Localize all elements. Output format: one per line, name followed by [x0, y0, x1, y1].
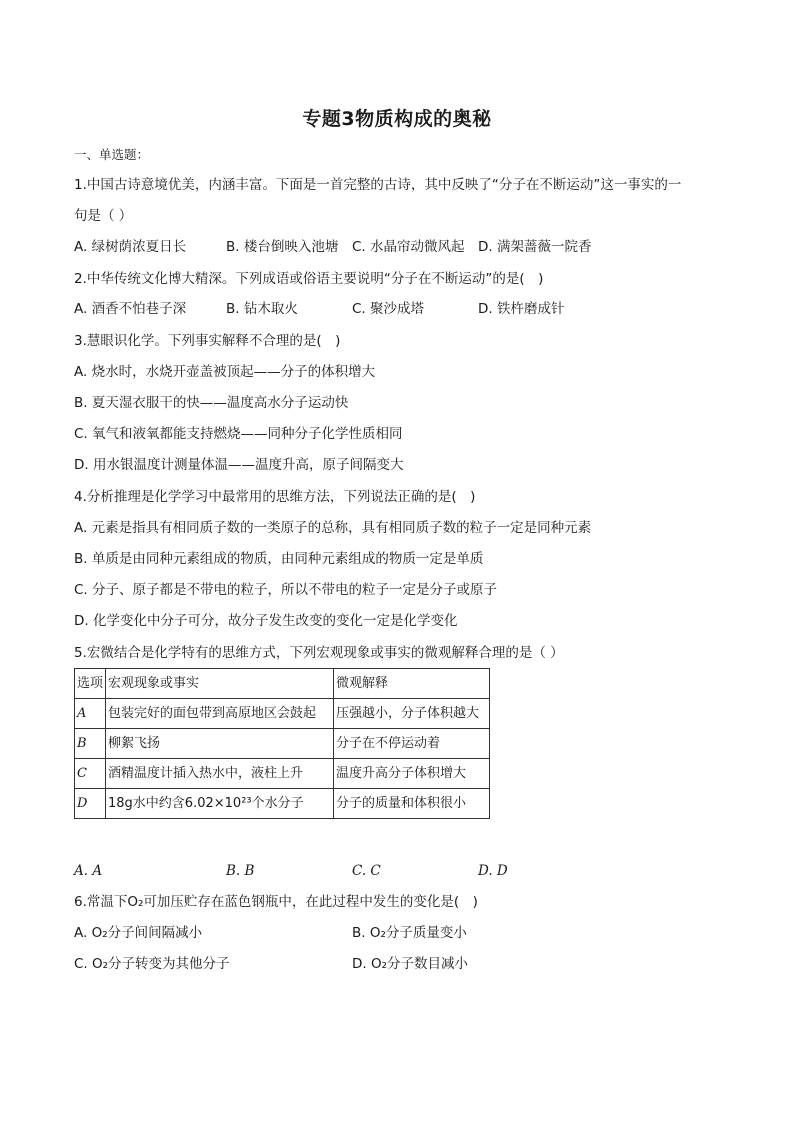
question-5-option-d: D. D — [478, 863, 508, 879]
table-header-cell: 选项 — [75, 669, 106, 699]
question-6-option-b: B. O₂分子质量变小 — [352, 925, 467, 941]
table-cell-option: B — [75, 729, 106, 759]
table-cell-option: D — [75, 789, 106, 819]
question-4-option-a: A. 元素是指具有相同质子数的一类原子的总称，具有相同质子数的粒子一定是同种元素 — [74, 520, 592, 536]
question-4-stem: 4.分析推理是化学学习中最常用的思维方法，下列说法正确的是( ) — [74, 489, 476, 505]
table-cell-explanation: 分子在不停运动着 — [334, 729, 490, 759]
question-6-option-a: A. O₂分子间间隔减小 — [74, 925, 203, 941]
question-3-stem: 3.慧眼识化学。下列事实解释不合理的是( ) — [74, 333, 341, 349]
question-2-option-c: C. 聚沙成塔 — [352, 301, 425, 317]
table-cell-explanation: 分子的质量和体积很小 — [334, 789, 490, 819]
question-6-stem: 6.常温下O₂可加压贮存在蓝色钢瓶中，在此过程中发生的变化是( ) — [74, 894, 478, 910]
question-1-option-d: D. 满架蔷薇一院香 — [478, 239, 592, 255]
table-header-row — [75, 669, 490, 699]
table-row — [75, 729, 490, 759]
question-2-option-b: B. 钻木取火 — [226, 301, 298, 317]
question-3-option-c: C. 氧气和液氧都能支持燃烧——同种分子化学性质相同 — [74, 426, 403, 442]
question-1-stem-line-1: 1.中国古诗意境优美，内涵丰富。下面是一首完整的古诗，其中反映了“分子在不断运动”这一事实的一 — [74, 177, 682, 193]
question-4-option-c: C. 分子、原子都是不带电的粒子，所以不带电的粒子一定是分子或原子 — [74, 582, 498, 598]
question-5-stem: 5.宏微结合是化学特有的思维方式，下列宏观现象或事实的微观解释合理的是（ ） — [74, 645, 564, 661]
question-3-option-d: D. 用水银温度计测量体温——温度升高，原子间隔变大 — [74, 457, 404, 473]
table-row — [75, 759, 490, 789]
question-1-stem-line-2: 句是（ ） — [74, 208, 133, 224]
table-cell-explanation: 温度升高分子体积增大 — [334, 759, 490, 789]
question-5-option-a: A. A — [74, 863, 103, 879]
question-5-table — [74, 668, 490, 819]
question-4-option-b: B. 单质是由同种元素组成的物质，由同种元素组成的物质一定是单质 — [74, 551, 484, 567]
table-cell-option: C — [75, 759, 106, 789]
table-row — [75, 699, 490, 729]
table-header-cell: 宏观现象或事实 — [106, 669, 334, 699]
question-3-option-b: B. 夏天湿衣服干的快——温度高水分子运动快 — [74, 395, 349, 411]
question-1-option-a: A. 绿树荫浓夏日长 — [74, 239, 187, 255]
question-4-option-d: D. 化学变化中分子可分，故分子发生改变的变化一定是化学变化 — [74, 613, 458, 629]
question-3-option-a: A. 烧水时，水烧开壶盖被顶起——分子的体积增大 — [74, 364, 376, 380]
table-cell-option: A — [75, 699, 106, 729]
question-2-stem: 2.中华传统文化博大精深。下列成语或俗语主要说明“分子在不断运动”的是( ) — [74, 271, 544, 287]
question-2-option-d: D. 铁杵磨成针 — [478, 301, 565, 317]
question-1-option-c: C. 水晶帘动微风起 — [352, 239, 465, 255]
table-row — [75, 789, 490, 819]
table-cell-phenomenon: 柳絮飞扬 — [106, 729, 334, 759]
question-5-option-b: B. B — [226, 863, 255, 879]
table-cell-explanation: 压强越小，分子体积越大 — [334, 699, 490, 729]
question-1-option-b: B. 楼台倒映入池塘 — [226, 239, 339, 255]
table-cell-phenomenon: 包装完好的面包带到高原地区会鼓起 — [106, 699, 334, 729]
table-cell-phenomenon: 酒精温度计插入热水中，液柱上升 — [106, 759, 334, 789]
question-6-option-d: D. O₂分子数目减小 — [352, 956, 469, 972]
question-2-option-a: A. 酒香不怕巷子深 — [74, 301, 187, 317]
question-5-option-c: C. C — [352, 863, 381, 879]
table-cell-phenomenon: 18g水中约含6.02×10²³个水分子 — [106, 789, 334, 819]
section-heading: 一、单选题： — [74, 147, 150, 162]
question-6-option-c: C. O₂分子转变为其他分子 — [74, 956, 230, 972]
page-title: 专题3物质构成的奥秘 — [302, 108, 492, 130]
table-header-cell: 微观解释 — [334, 669, 490, 699]
